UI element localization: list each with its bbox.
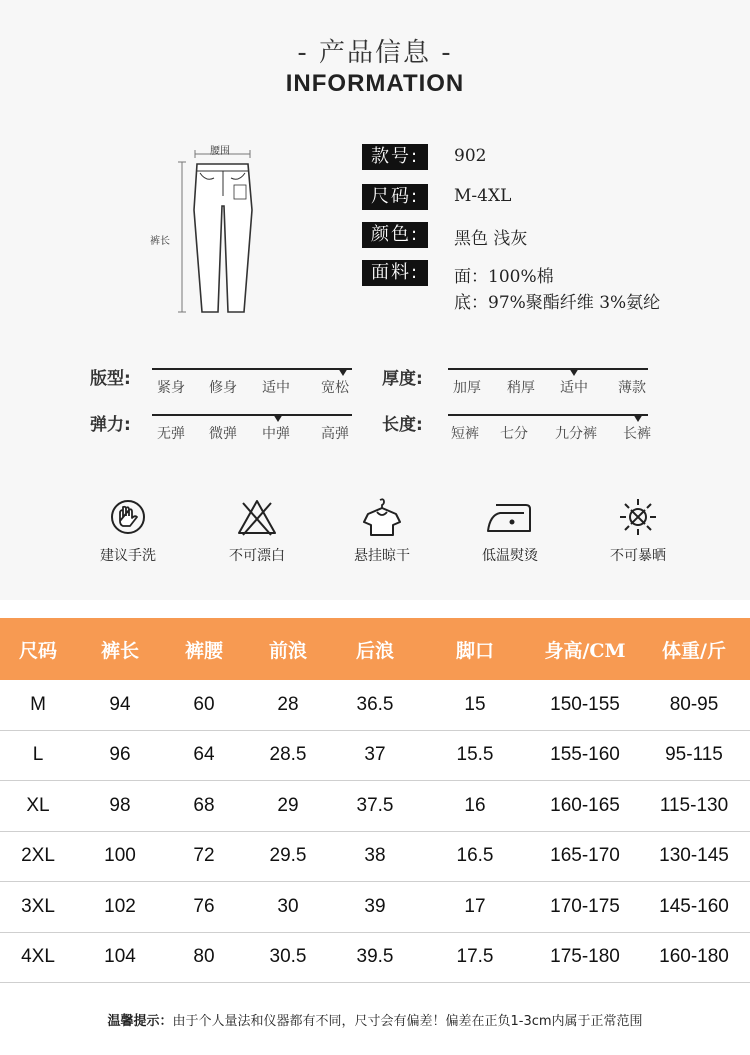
table-cell: 95-115 (638, 730, 750, 781)
attr-option: 紧身 (157, 380, 185, 396)
col-header: 前浪 (244, 618, 332, 680)
table-cell: 175-180 (532, 932, 638, 983)
info-value: 黑色 浅灰 (454, 229, 528, 249)
attr-option: 薄款 (618, 380, 646, 396)
table-cell: 29 (244, 781, 332, 832)
hang-dry-icon (360, 495, 404, 539)
attr-option: 适中 (262, 380, 290, 396)
info-key: 颜色: (362, 222, 428, 248)
table-cell: 17.5 (418, 932, 532, 983)
table-cell: 68 (164, 781, 244, 832)
table-cell: 80 (164, 932, 244, 983)
info-value: M-4XL (454, 186, 512, 206)
size-table (0, 618, 750, 983)
size-cell: L (0, 730, 76, 781)
size-cell: 2XL (0, 831, 76, 882)
table-cell: 60 (164, 680, 244, 730)
size-note-label: 温馨提示： (107, 1014, 173, 1029)
table-cell: 16.5 (418, 831, 532, 882)
table-cell: 160-165 (532, 781, 638, 832)
attr-selected-marker (338, 368, 348, 376)
attr-option: 中弹 (262, 426, 290, 442)
size-cell: 4XL (0, 932, 76, 983)
table-cell: 145-160 (638, 882, 750, 933)
table-cell: 39.5 (332, 932, 418, 983)
attr-option: 长裤 (623, 426, 651, 442)
table-cell: 96 (76, 730, 164, 781)
table-cell: 130-145 (638, 831, 750, 882)
info-key: 面料: (362, 260, 428, 286)
table-row (0, 932, 750, 983)
waist-label: 腰围 (210, 146, 230, 157)
size-cell: XL (0, 781, 76, 832)
table-cell: 15 (418, 680, 532, 730)
col-header: 裤长 (76, 618, 164, 680)
care-hang-dry (322, 495, 442, 565)
table-cell: 94 (76, 680, 164, 730)
size-table-header (0, 618, 750, 680)
table-row (0, 831, 750, 882)
table-cell: 80-95 (638, 680, 750, 730)
table-cell: 38 (332, 831, 418, 882)
hand-wash-icon (106, 495, 150, 539)
table-cell: 165-170 (532, 831, 638, 882)
table-cell: 160-180 (638, 932, 750, 983)
table-row (0, 882, 750, 933)
table-row (0, 781, 750, 832)
col-header: 脚口 (418, 618, 532, 680)
size-note-text: 由于个人量法和仪器都有不同，尺寸会有偏差！偏差在正负1-3cm内属于正常范围 (172, 1014, 643, 1029)
care-label: 悬挂晾干 (354, 548, 410, 564)
table-cell: 36.5 (332, 680, 418, 730)
size-cell: 3XL (0, 882, 76, 933)
attr-option: 加厚 (453, 380, 481, 396)
attr-option: 七分 (500, 426, 528, 442)
section-title: - 产品信息 - (297, 38, 453, 68)
attr-option: 无弹 (157, 426, 185, 442)
col-header: 身高/CM (532, 618, 638, 680)
table-row (0, 680, 750, 730)
attr-selected-marker (633, 414, 643, 422)
attr-option: 宽松 (321, 380, 349, 396)
col-header: 尺码 (0, 618, 76, 680)
size-cell: M (0, 680, 76, 730)
pants-outline-icon (140, 140, 270, 320)
table-cell: 17 (418, 882, 532, 933)
table-cell: 115-130 (638, 781, 750, 832)
table-cell: 30.5 (244, 932, 332, 983)
section-subtitle: INFORMATION (285, 70, 465, 97)
no-bleach-icon (235, 495, 279, 539)
care-hand-wash (68, 495, 188, 565)
table-cell: 155-160 (532, 730, 638, 781)
col-header: 体重/斤 (638, 618, 750, 680)
attr-thickness-name: 厚度: (382, 369, 423, 389)
care-no-bleach (197, 495, 317, 565)
table-cell: 15.5 (418, 730, 532, 781)
attr-option: 适中 (560, 380, 588, 396)
low-iron-icon (482, 495, 538, 539)
attr-elasticity-name: 弹力: (90, 415, 131, 435)
info-key: 尺码: (362, 184, 428, 210)
attr-option: 九分裤 (555, 426, 597, 442)
attr-option: 短裤 (451, 426, 479, 442)
table-cell: 76 (164, 882, 244, 933)
pants-diagram (140, 140, 270, 320)
table-row (0, 730, 750, 781)
table-cell: 39 (332, 882, 418, 933)
care-label: 不可漂白 (229, 548, 285, 564)
table-cell: 170-175 (532, 882, 638, 933)
size-note (0, 1010, 750, 1029)
info-value: 面：100%棉 (454, 267, 554, 287)
care-low-iron (450, 495, 570, 565)
table-cell: 104 (76, 932, 164, 983)
col-header: 后浪 (332, 618, 418, 680)
info-value: 902 (454, 146, 487, 166)
attr-scale-line (448, 414, 648, 416)
attr-option: 微弹 (209, 426, 237, 442)
attr-selected-marker (569, 368, 579, 376)
attr-scale-line (152, 414, 352, 416)
attr-scale-line (152, 368, 352, 370)
table-cell: 29.5 (244, 831, 332, 882)
table-cell: 16 (418, 781, 532, 832)
table-cell: 150-155 (532, 680, 638, 730)
table-cell: 28.5 (244, 730, 332, 781)
care-label: 低温熨烫 (482, 548, 538, 564)
table-cell: 64 (164, 730, 244, 781)
table-cell: 102 (76, 882, 164, 933)
info-key: 款号: (362, 144, 428, 170)
attr-scale-line (448, 368, 648, 370)
length-label: 裤长 (150, 236, 170, 247)
care-no-sun (578, 495, 698, 565)
table-cell: 100 (76, 831, 164, 882)
info-value-lining: 底：97%聚酯纤维 3%氨纶 (454, 293, 661, 313)
care-label: 不可暴晒 (610, 548, 666, 564)
attr-fit-name: 版型: (90, 369, 131, 389)
table-cell: 28 (244, 680, 332, 730)
attr-selected-marker (273, 414, 283, 422)
table-cell: 30 (244, 882, 332, 933)
care-label: 建议手洗 (100, 548, 156, 564)
table-cell: 37.5 (332, 781, 418, 832)
table-cell: 72 (164, 831, 244, 882)
col-header: 裤腰 (164, 618, 244, 680)
table-cell: 37 (332, 730, 418, 781)
table-cell: 98 (76, 781, 164, 832)
attr-option: 稍厚 (507, 380, 535, 396)
attr-length-name: 长度: (382, 415, 423, 435)
no-sun-icon (616, 495, 660, 539)
attr-option: 高弹 (321, 426, 349, 442)
attr-option: 修身 (209, 380, 237, 396)
